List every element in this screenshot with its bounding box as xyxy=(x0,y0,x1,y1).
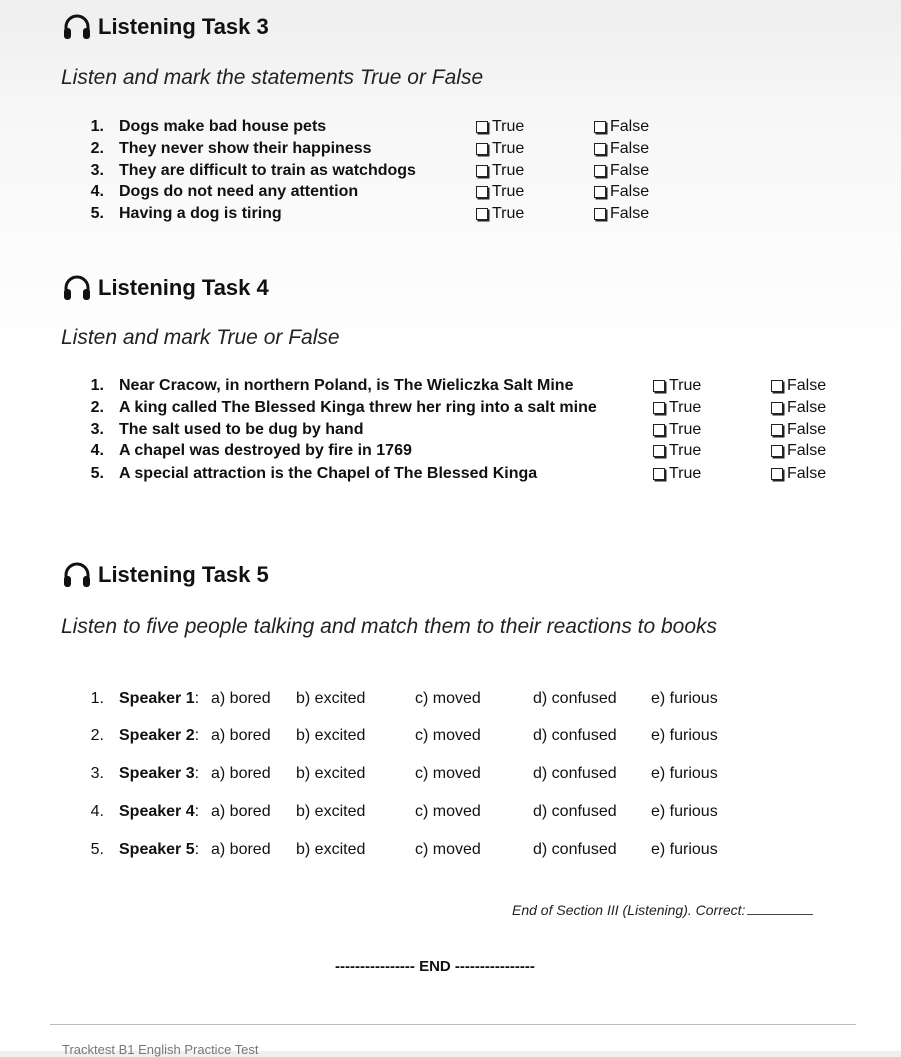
choice-d[interactable]: d) confused xyxy=(533,690,617,707)
choice-b[interactable]: b) excited xyxy=(296,727,366,744)
choice-e[interactable]: e) furious xyxy=(651,690,718,707)
task4-row xyxy=(80,397,860,419)
false-label: False xyxy=(787,399,827,416)
statement-text: They are difficult to train as watchdogs xyxy=(119,162,416,179)
checkbox-icon xyxy=(476,121,488,133)
speaker-row xyxy=(80,801,780,823)
choice-c[interactable]: c) moved xyxy=(415,727,481,744)
colon: : xyxy=(194,841,200,858)
statement-number: 5. xyxy=(90,465,104,482)
false-label: False xyxy=(610,205,650,222)
checkbox-icon xyxy=(476,208,488,220)
choice-b[interactable]: b) excited xyxy=(296,841,366,858)
task3-header xyxy=(62,14,269,40)
choice-e[interactable]: e) furious xyxy=(651,765,718,782)
false-label: False xyxy=(787,377,827,394)
checkbox-icon xyxy=(653,380,665,392)
statement-text: Near Cracow, in northern Poland, is The Wieliczka Salt Mine xyxy=(119,377,574,394)
statement-text: They never show their happiness xyxy=(119,140,372,157)
choice-d[interactable]: d) confused xyxy=(533,765,617,782)
checkbox-icon xyxy=(771,445,783,457)
score-blank[interactable] xyxy=(747,902,813,915)
statement-text: A king called The Blessed Kinga threw her ring into a salt mine xyxy=(119,399,597,416)
task4-title: Listening Task 4 xyxy=(98,275,269,300)
checkbox-icon xyxy=(653,445,665,457)
false-label: False xyxy=(610,183,650,200)
choice-c[interactable]: c) moved xyxy=(415,765,481,782)
false-label: False xyxy=(787,442,827,459)
checkbox-icon xyxy=(594,121,606,133)
choice-d[interactable]: d) confused xyxy=(533,727,617,744)
true-checkbox[interactable] xyxy=(476,138,524,160)
false-checkbox[interactable] xyxy=(771,375,826,397)
false-label: False xyxy=(610,140,650,157)
checkbox-icon xyxy=(771,468,783,480)
statement-number: 3. xyxy=(90,162,104,179)
speaker-number: 4. xyxy=(90,803,104,820)
true-label: True xyxy=(669,421,702,438)
colon: : xyxy=(194,690,200,707)
false-checkbox[interactable] xyxy=(594,203,649,225)
speaker-name: Speaker 3 xyxy=(119,765,195,782)
footer-divider xyxy=(50,1024,856,1025)
task4-header xyxy=(62,275,269,301)
false-label: False xyxy=(610,118,650,135)
false-checkbox[interactable] xyxy=(594,116,649,138)
true-checkbox[interactable] xyxy=(476,116,524,138)
checkbox-icon xyxy=(476,143,488,155)
checkbox-icon xyxy=(653,402,665,414)
headphones-icon xyxy=(62,14,92,40)
statement-text: The salt used to be dug by hand xyxy=(119,421,364,438)
speaker-row xyxy=(80,763,780,785)
true-checkbox[interactable] xyxy=(653,463,701,485)
choice-a[interactable]: a) bored xyxy=(211,803,271,820)
checkbox-icon xyxy=(594,165,606,177)
task4-instruction: Listen and mark True or False xyxy=(61,326,340,349)
choice-a[interactable]: a) bored xyxy=(211,841,271,858)
true-checkbox[interactable] xyxy=(476,160,524,182)
true-label: True xyxy=(669,465,702,482)
task3-title: Listening Task 3 xyxy=(98,14,269,39)
task4-row xyxy=(80,463,860,485)
true-label: True xyxy=(492,118,525,135)
task3-row xyxy=(80,160,680,182)
end-marker: ---------------- END ---------------- xyxy=(335,958,535,975)
speaker-row xyxy=(80,725,780,747)
task4-row xyxy=(80,440,860,462)
statement-text: A chapel was destroyed by fire in 1769 xyxy=(119,442,412,459)
speaker-name: Speaker 1 xyxy=(119,690,195,707)
speaker-number: 5. xyxy=(90,841,104,858)
end-of-section-text: End of Section III (Listening). Correct: xyxy=(512,902,746,918)
statement-text: A special attraction is the Chapel of The Blessed Kinga xyxy=(119,465,538,482)
speaker-number: 2. xyxy=(90,727,104,744)
choice-b[interactable]: b) excited xyxy=(296,690,366,707)
speaker-number: 3. xyxy=(90,765,104,782)
checkbox-icon xyxy=(594,186,606,198)
true-label: True xyxy=(492,140,525,157)
speaker-number: 1. xyxy=(90,690,104,707)
choice-a[interactable]: a) bored xyxy=(211,727,271,744)
end-of-section xyxy=(512,902,813,918)
choice-c[interactable]: c) moved xyxy=(415,803,481,820)
speaker-name: Speaker 5 xyxy=(119,841,195,858)
speaker-row xyxy=(80,688,780,710)
statement-text: Having a dog is tiring xyxy=(119,205,282,222)
statement-number: 5. xyxy=(90,205,104,222)
speaker-name: Speaker 2 xyxy=(119,727,195,744)
task4-row xyxy=(80,375,860,397)
statement-number: 2. xyxy=(90,140,104,157)
statement-number: 4. xyxy=(90,183,104,200)
task4-row xyxy=(80,419,860,441)
choice-d[interactable]: d) confused xyxy=(533,841,617,858)
false-checkbox[interactable] xyxy=(771,463,826,485)
choice-a[interactable]: a) bored xyxy=(211,765,271,782)
checkbox-icon xyxy=(476,186,488,198)
true-checkbox[interactable] xyxy=(653,440,701,462)
true-label: True xyxy=(669,399,702,416)
task3-instruction: Listen and mark the statements True or False xyxy=(61,66,484,89)
statement-number: 4. xyxy=(90,442,104,459)
choice-c[interactable]: c) moved xyxy=(415,841,481,858)
checkbox-icon xyxy=(771,424,783,436)
task5-title: Listening Task 5 xyxy=(98,562,269,587)
task3-row xyxy=(80,138,680,160)
speaker-name: Speaker 4 xyxy=(119,803,195,820)
choice-e[interactable]: e) furious xyxy=(651,727,718,744)
choice-a[interactable]: a) bored xyxy=(211,690,271,707)
choice-d[interactable]: d) confused xyxy=(533,803,617,820)
true-checkbox[interactable] xyxy=(653,375,701,397)
task3-row xyxy=(80,203,680,225)
choice-b[interactable]: b) excited xyxy=(296,765,366,782)
false-checkbox[interactable] xyxy=(771,397,826,419)
task5-instruction: Listen to five people talking and match them to their reactions to books xyxy=(61,615,718,638)
false-checkbox[interactable] xyxy=(771,419,826,441)
statement-text: Dogs do not need any attention xyxy=(119,183,359,200)
false-label: False xyxy=(610,162,650,179)
false-checkbox[interactable] xyxy=(594,181,649,203)
headphones-icon xyxy=(62,275,92,301)
true-label: True xyxy=(492,183,525,200)
true-label: True xyxy=(669,377,702,394)
statement-number: 1. xyxy=(90,377,104,394)
false-checkbox[interactable] xyxy=(771,440,826,462)
colon: : xyxy=(194,765,200,782)
true-label: True xyxy=(492,205,525,222)
checkbox-icon xyxy=(476,165,488,177)
checkbox-icon xyxy=(594,143,606,155)
false-checkbox[interactable] xyxy=(594,160,649,182)
colon: : xyxy=(194,803,200,820)
choice-c[interactable]: c) moved xyxy=(415,690,481,707)
speaker-row xyxy=(80,839,780,861)
true-checkbox[interactable] xyxy=(476,181,524,203)
false-checkbox[interactable] xyxy=(594,138,649,160)
false-label: False xyxy=(787,421,827,438)
true-checkbox[interactable] xyxy=(653,419,701,441)
statement-number: 2. xyxy=(90,399,104,416)
statement-number: 1. xyxy=(90,118,104,135)
footer-text: Tracktest B1 English Practice Test xyxy=(62,1042,259,1057)
false-label: False xyxy=(787,465,827,482)
task3-row xyxy=(80,181,680,203)
true-label: True xyxy=(492,162,525,179)
true-checkbox[interactable] xyxy=(476,203,524,225)
choice-e[interactable]: e) furious xyxy=(651,841,718,858)
statement-number: 3. xyxy=(90,421,104,438)
statement-text: Dogs make bad house pets xyxy=(119,118,327,135)
checkbox-icon xyxy=(771,402,783,414)
headphones-icon xyxy=(62,562,92,588)
true-checkbox[interactable] xyxy=(653,397,701,419)
colon: : xyxy=(194,727,200,744)
choice-b[interactable]: b) excited xyxy=(296,803,366,820)
task5-header xyxy=(62,562,269,588)
checkbox-icon xyxy=(653,468,665,480)
checkbox-icon xyxy=(653,424,665,436)
checkbox-icon xyxy=(771,380,783,392)
checkbox-icon xyxy=(594,208,606,220)
true-label: True xyxy=(669,442,702,459)
choice-e[interactable]: e) furious xyxy=(651,803,718,820)
task3-row xyxy=(80,116,680,138)
